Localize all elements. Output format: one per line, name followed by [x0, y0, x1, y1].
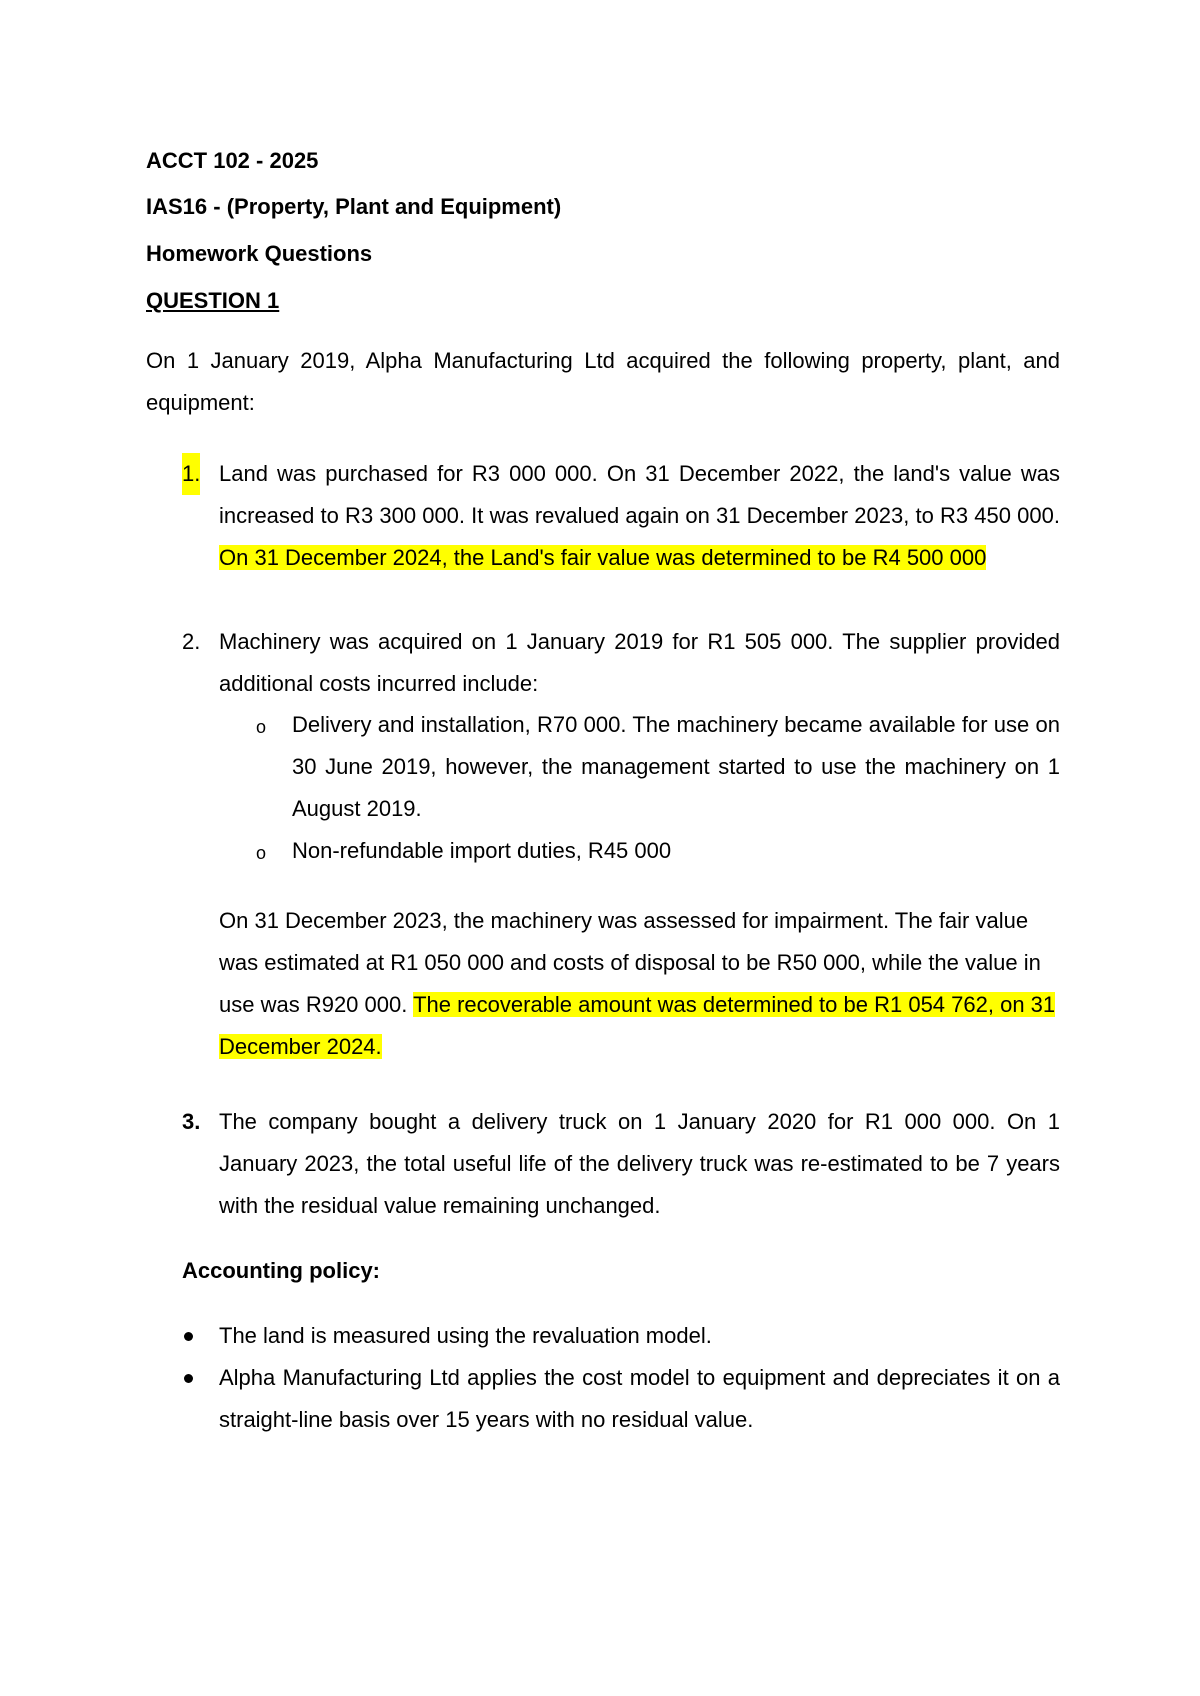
item-1-number: 1. — [182, 453, 200, 495]
policy-bullet-2: Alpha Manufacturing Ltd applies the cost model to equipment and depreciates it on a straight-line basis over 15 years with no residual value. — [219, 1365, 1060, 1432]
item-2-text: Machinery was acquired on 1 January 2019 for R1 505 000. The supplier provided additional costs incurred include: — [219, 629, 1060, 696]
topic-title: IAS16 - (Property, Plant and Equipment) — [146, 194, 562, 219]
policy-title: Accounting policy: — [182, 1258, 380, 1283]
question-title: QUESTION 1 — [146, 288, 280, 313]
bullet-icon — [184, 1332, 193, 1341]
item-3-text: The company bought a delivery truck on 1 January 2020 for R1 000 000. On 1 January 2023, the total useful life of the delivery truck was re-estimated to be 7 years with the residual value remaining unchanged. — [219, 1109, 1060, 1218]
item-1-body: Land was purchased for R3 000 000. On 31 December 2022, the land's value was increased to R3 300 000. It was revalued again on 31 December 2023, to R3 450 000. — [219, 461, 1060, 528]
intro-paragraph: On 1 January 2019, Alpha Manufacturing Ltd acquired the following property, plant, and equipment: — [146, 348, 1060, 415]
impairment-paragraph — [219, 900, 1060, 1068]
subtitle: Homework Questions — [146, 241, 373, 266]
item-2-number: 2. — [182, 629, 201, 654]
course-title: ACCT 102 - 2025 — [146, 148, 319, 173]
item-3-number: 3. — [182, 1109, 201, 1134]
policy-bullet-1: The land is measured using the revaluation model. — [219, 1323, 712, 1348]
impairment-highlight: The recoverable amount was determined to be R1 054 762, on 31 December 2024. — [219, 992, 1056, 1059]
item-2-sub-1: Delivery and installation, R70 000. The machinery became available for use on 30 June 2019, however, the management started to use the machinery on 1 August 2019. — [292, 712, 1060, 821]
sub-bullet-icon: o — [256, 717, 267, 737]
item-1-highlight: On 31 December 2024, the Land's fair value was determined to be R4 500 000 — [219, 545, 987, 570]
sub-bullet-icon: o — [256, 843, 267, 863]
item-1-text — [219, 453, 1060, 579]
item-2-sub-2: Non-refundable import duties, R45 000 — [292, 838, 672, 863]
bullet-icon — [184, 1374, 193, 1383]
impairment-body: On 31 December 2023, the machinery was assessed for impairment. The fair value was estimated at R1 050 000 and costs of disposal to be R50 000, while the value in use was R920 000. — [219, 908, 1041, 1017]
